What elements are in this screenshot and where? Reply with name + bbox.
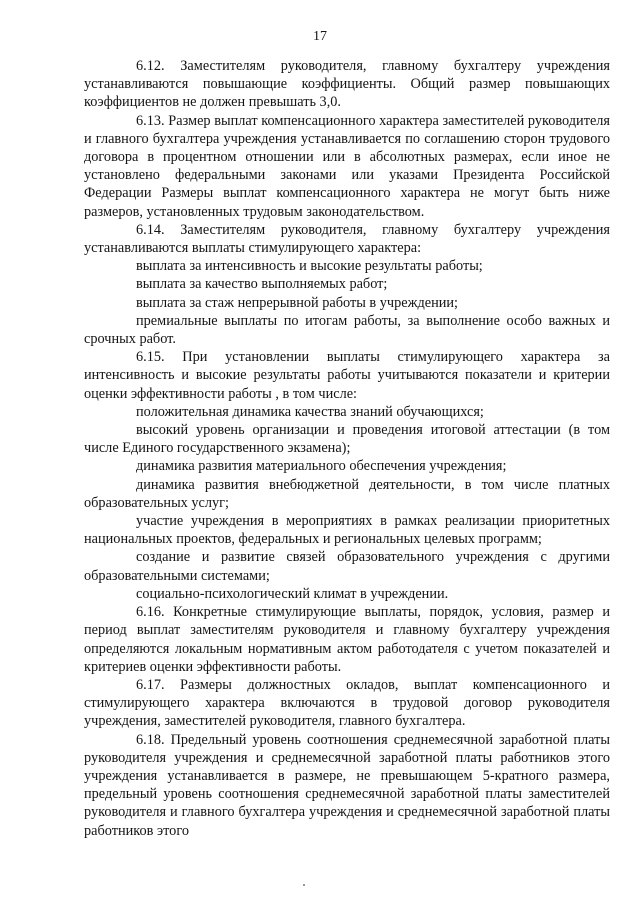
list-item-educational-links: создание и развитие связей образовательного учреждения с другими образовательными системами; bbox=[84, 549, 610, 584]
list-item-extrabudgetary-activity: динамика развития внебюджетной деятельности, в том числе платных образовательных услуг; bbox=[84, 476, 610, 511]
paragraph-6-18: 6.18. Предельный уровень соотношения среднемесячной заработной платы руководителя учреждения и среднемесячной заработной платы работников этого учреждения устанавливается в размере, не превышающем 5-кратного размера, предельный уровень соотношения среднемесячной заработной платы заместителей руководителя и главного бухгалтера учреждения и среднемесячной заработной платы работников этого bbox=[84, 731, 610, 839]
paragraph-6-12: 6.12. Заместителям руководителя, главному бухгалтеру учреждения устанавливаются повышающие коэффициенты. Общий размер повышающих коэффициентов не должен превышать 3,0. bbox=[84, 58, 610, 111]
list-item-final-attestation: высокий уровень организации и проведения итоговой аттестации (в том числе Единого государственного экзамена); bbox=[84, 422, 610, 457]
scan-speck bbox=[303, 884, 305, 886]
paragraph-6-17: 6.17. Размеры должностных окладов, выплат компенсационного и стимулирующего характера включаются в трудовой договор руководителя учреждения, заместителей руководителя, главного бухгалтера. bbox=[84, 676, 610, 730]
list-item-knowledge-quality: положительная динамика качества знаний обучающихся; bbox=[136, 403, 484, 420]
paragraph-6-16: 6.16. Конкретные стимулирующие выплаты, порядок, условия, размер и период выплат заместителям руководителя и главному бухгалтеру учреждения определяются локальным нормативным актом работодателя с учетом показателей и критериев оценки эффективности работы. bbox=[84, 604, 610, 675]
list-item-intensity-payment: выплата за интенсивность и высокие результаты работы; bbox=[136, 258, 483, 275]
list-item-social-climate: социально-психологический климат в учреждении. bbox=[136, 585, 449, 602]
list-item-national-projects: участие учреждения в мероприятиях в рамках реализации приоритетных национальных проектов, федеральных и региональных целевых программ; bbox=[84, 513, 610, 548]
list-item-seniority-payment: выплата за стаж непрерывной работы в учреждении; bbox=[136, 294, 459, 311]
document-body bbox=[84, 57, 610, 840]
paragraph-6-13: 6.13. Размер выплат компенсационного характера заместителей руководителя и главного бухгалтера учреждения устанавливается по соглашению сторон трудового договора в процентном отношении или в абсолютных размерах, если иное не установлено федеральными законами или указами Президента Российской Федерации Размеры выплат компенсационного характера не могут быть ниже размеров, установленных трудовым законодательством. bbox=[84, 112, 610, 220]
page-number: 17 bbox=[313, 29, 327, 44]
paragraph-6-15: 6.15. При установлении выплаты стимулирующего характера за интенсивность и высокие результаты работы учитываются показатели и критерии оценки эффективности работы , в том числе: bbox=[84, 349, 610, 402]
paragraph-6-14: 6.14. Заместителям руководителя, главному бухгалтеру учреждения устанавливаются выплаты стимулирующего характера: bbox=[84, 221, 610, 257]
list-item-quality-payment: выплата за качество выполняемых работ; bbox=[136, 276, 388, 293]
list-item-material-support: динамика развития материального обеспечения учреждения; bbox=[136, 458, 507, 475]
list-item-bonus-payment: премиальные выплаты по итогам работы, за выполнение особо важных и срочных работ. bbox=[84, 312, 610, 348]
